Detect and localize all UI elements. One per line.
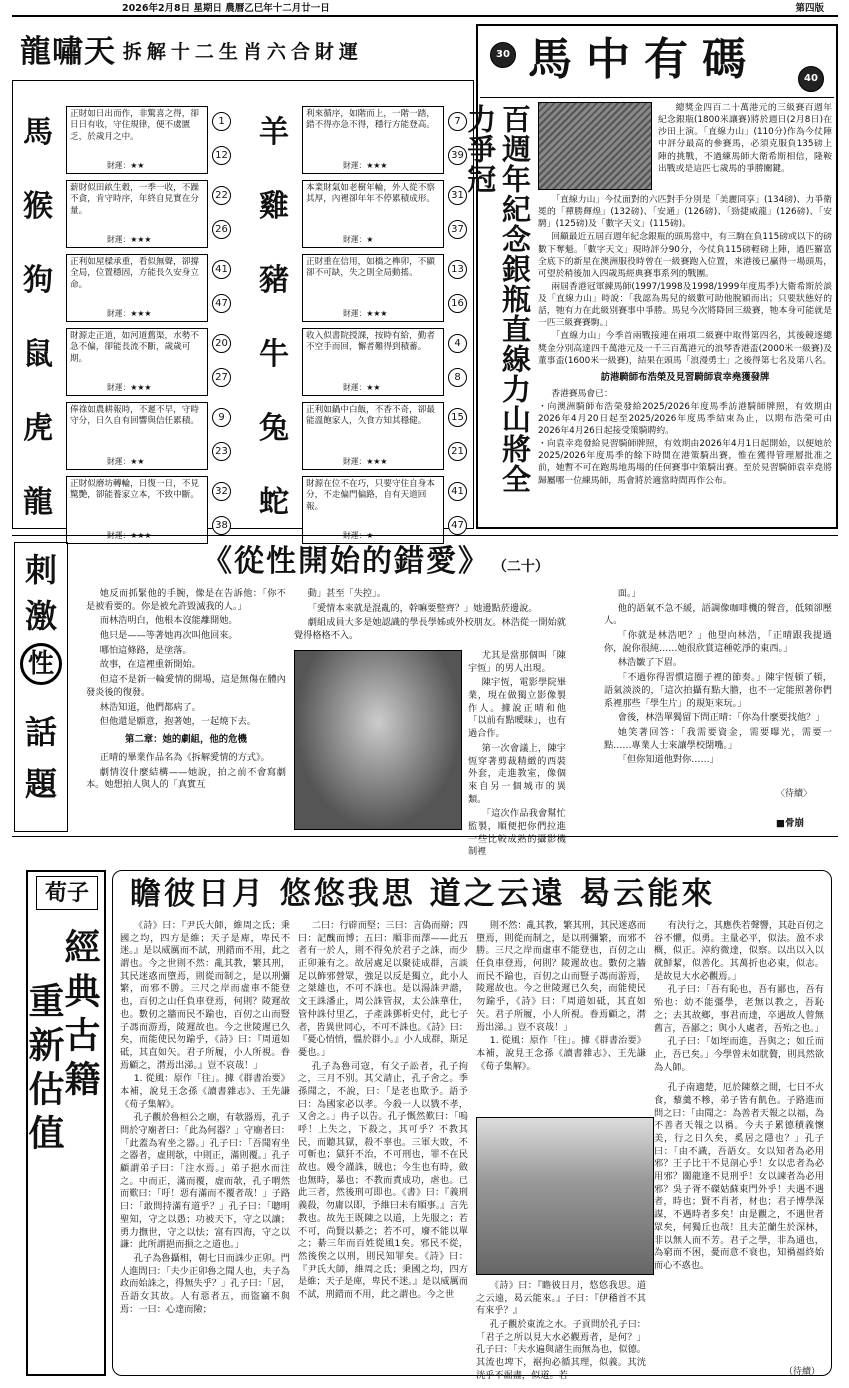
zodiac-title-main: 龍嘯天 <box>20 34 116 70</box>
ball-right-icon: 40 <box>798 66 824 92</box>
lucky-number-badge: 4 <box>448 334 467 353</box>
horse-subhead: 訪港騎師布浩榮及見習騎師袁幸堯獲發牌 <box>600 371 770 383</box>
story-title: 《從性開始的錯愛》 <box>202 544 490 579</box>
zodiac-text: 財源在位不在巧，只要守住自身本分，不走偏門偏路，自有天道回報。 <box>306 479 435 512</box>
story-paragraph: 面。」 <box>617 588 641 599</box>
story-paragraph: 她反而抓緊他的手腕，像是在告訴他：「你不是被看要的。你是被允許毀滅我的人。」 <box>86 588 286 612</box>
side-char-5: 題 <box>24 765 57 803</box>
zodiac-cell <box>302 106 444 174</box>
story-section <box>12 535 838 858</box>
classic-paragraph: 孔子觀於東流之水。子貢問於孔子曰：「君子之所以見大水必觀焉者，是何？」孔子曰：「夫水遍與諸生而無為也，似德。其流也埤下，裾拘必循其理，似義。其洸洸乎不淈盡，似道。若 <box>476 1319 646 1381</box>
zodiac-fortune: 財運：★★★ <box>107 382 152 392</box>
zodiac-text: 俸祿如農耕報時，不遲不早，守時守分，日久自有回響與信任累積。 <box>70 405 199 427</box>
story-col-1 <box>86 588 286 794</box>
classic-side-title-1: 經典古籍 <box>59 928 101 1104</box>
lucky-number-badge: 31 <box>448 186 467 205</box>
lucky-number-badge: 23 <box>212 442 231 461</box>
horse-para-4: 兩屆香港冠軍練馬師(1997/1998及1998/1999年度馬季)大衛希斯於談及「直線力山」時說：「我認為馬兒的級數可助他脫穎而出；只要狀態好的話，牠有力在此級別賽事中爭勝。馬兒今次將降回三級賽，牠本身可能就是一匹三級賽賽駒。」 <box>538 281 832 329</box>
story-col-2b <box>468 650 566 858</box>
story-paragraph: 但他還是願意，抱著她，一起燒下去。 <box>99 716 256 728</box>
zodiac-cell <box>302 180 444 248</box>
story-author: ■骨崩 <box>776 818 804 829</box>
story-continued: 〈待續〉 <box>776 789 813 799</box>
story-paragraph: 尤其是當那個叫「陳宇恆」的男人出現。 <box>468 650 566 674</box>
zodiac-animal-right-5: 兔 <box>259 411 289 446</box>
story-title-bar <box>202 542 762 582</box>
classic-paragraph: 孔子曰：「如垤而進，吾與之；如丘而止，吾已矣。」今學曾未如肬贅，則具然欲為人師。 <box>654 1036 824 1073</box>
zodiac-animal-left-4: 鼠 <box>23 337 53 372</box>
story-paragraph: 動」甚至「失控」。 <box>307 588 386 599</box>
zodiac-cell <box>302 254 444 322</box>
classic-paragraph: 孔子曰：「吾有恥也，吾有鄙也，吾有殆也：幼不能彊學，老無以教之，吾恥之；去其故鄉，事君而達，卒遇故人曾無舊言，吾鄙之；與小人處者，吾殆之也。」 <box>654 984 824 1034</box>
story-paragraph: 她笑著回答：「我需要資金，需要曝光，需要一點……專業人士來讓學校閉嘴。」 <box>604 726 832 751</box>
zodiac-text: 正財重在信用，如橋之榫卯，不顯卻不可缺，失之則全局動搖。 <box>306 257 435 279</box>
zodiac-text: 利來循序，如階而上，一階一踏，錯不得亦急不得，穩行方能登高。 <box>306 109 435 131</box>
lucky-number-badge: 39 <box>448 146 467 165</box>
zodiac-text: 正利如屋樑承重，看似無聲，卻撐全局，位置穩固，方能長久安身立命。 <box>70 257 199 290</box>
zodiac-cell <box>302 402 444 470</box>
zodiac-text: 薪財似田畝生穀，一季一收，不躁不貪，肯守時序，年終自見實在分量。 <box>70 183 199 216</box>
zodiac-fortune: 財運：★★ <box>107 456 145 466</box>
lucky-number-badge: 38 <box>212 516 231 535</box>
story-chapter: 第二章：她的劇組，他的危機 <box>125 733 247 745</box>
classic-paragraph: 孔子為魯攝相，朝七日而誅少正卯。門人進問曰：「夫少正卯魯之聞人也，夫子為政而始誅之，得無失乎？」孔子曰：「居，吾語女其故。人有惡者五，而盜竊不與焉：一曰：心達而險； <box>120 1252 290 1315</box>
zodiac-fortune: 財運：★★★ <box>343 160 388 170</box>
horse-headline: 百週年紀念銀瓶直線力山將全力爭冠 <box>463 104 532 494</box>
classic-col-3 <box>476 920 646 1074</box>
classic-paragraph: 1. 從風：原作「往」。據《群書治要》本補，說見王念孫《讀書雜志》、王先謙《荀子集解》。 <box>120 1073 290 1110</box>
zodiac-animal-right-4: 牛 <box>259 337 289 372</box>
zodiac-animal-left-6: 龍 <box>23 485 53 520</box>
story-paragraph: 「不過你得習慣這圈子裡的節奏。」陳宇恆頓了頓，語氣淡淡的，「這次拍攝有點大膽，也不一定能照著你們系裡那些「學生片」的規矩來玩。」 <box>604 672 832 709</box>
zodiac-cell <box>66 254 208 322</box>
zodiac-section <box>12 24 474 540</box>
zodiac-animal-right-6: 蛇 <box>259 485 289 520</box>
horse-para-5: 「直線力山」今季首兩戰接連在兩項二級賽中取得第四名，其後競逐總獎金分別高達四千萬港元及一千三百萬港元的浪琴香港盃(2000米一級賽)及董事盃(1600米一級賽)，結果在頭馬「浪漫勇士」之後得第七名及第八名。 <box>538 331 832 366</box>
lucky-number-badge: 22 <box>212 186 231 205</box>
zodiac-text: 本業財氣如老樹年輪，外人從不察其厚，內裡卻年年不停累積成形。 <box>306 183 435 205</box>
story-side-banner <box>14 542 68 832</box>
story-paragraph: 「這次作品我會幫忙監製，順便把你們拉進一些比較成熟的攝影機制裡 <box>468 808 566 858</box>
zodiac-animal-left-3: 狗 <box>23 263 53 298</box>
story-paragraph: 「愛情本來就是混亂的，幹嘛要整齊？」她邊點菸邊說。 <box>307 602 538 614</box>
zodiac-cell <box>302 328 444 396</box>
lucky-number-badge: 12 <box>212 146 231 165</box>
side-char-3: 性 <box>20 643 62 685</box>
horse-logo-band <box>480 28 834 98</box>
story-episode: （二十） <box>492 559 549 575</box>
story-paragraph: 但這不是新一輪愛情的開場，這是無傷在體內發炎後的復發。 <box>86 674 286 698</box>
classic-continued: （待續） <box>784 1367 821 1377</box>
classic-paragraph: 有決行之，其應佚若聲響，其赴百仞之谷不懼，似勇。主量必平，似法。盈不求概，似正。淖約微達，似察。以出以入以就鮮絜，似善化。其萬折也必東，似志。是故見大水必觀焉。」 <box>654 920 824 982</box>
lucky-number-badge: 41 <box>212 260 231 279</box>
zodiac-fortune: 財運：★★★ <box>343 456 388 466</box>
horse-para-3: 回顧最近五屆百週年紀念銀瓶的頭馬當中，有三駒在負115磅或以下的磅數下奪魁。「數字天文」現時評分90分，今仗負115磅輕磅上陣，過匹羅富全底下的新星在澳洲服役時曾在一級賽跑入位置，來港後已贏得一場頭馬，可望於稍後加入四歲馬經典賽事系列的戰團。 <box>538 232 832 279</box>
story-col-3 <box>604 588 832 769</box>
classic-tag: 荀子 <box>36 876 98 910</box>
horse-para-2: 「直線力山」今仗面對的六匹對手分別是「美麗同享」(134磅)、力爭衛冕的「禪勝輝煌」(132磅)、「安通」(126磅)、「勁捷威龍」(126磅)、「安騁」(125磅)及「數字天文」(115磅)。 <box>538 195 832 230</box>
story-paragraph: 陳宇恆，電影學院畢業，現在做獨立影像製作人。據說正晴和他「以前有點曖昧」，也有過合作。 <box>468 677 566 740</box>
zodiac-cell <box>66 106 208 174</box>
lucky-number-badge: 21 <box>448 442 467 461</box>
lucky-number-badge: 8 <box>448 368 467 387</box>
zodiac-cell <box>66 476 208 544</box>
story-paragraph: 林浩知道，他們都病了。 <box>99 701 201 713</box>
zodiac-fortune: 財運：★ <box>343 530 374 540</box>
zodiac-text: 正財如日出而作，非驚喜之得，卻日日有收，守住規律，便不虞匱乏，於歲月之中。 <box>70 109 199 142</box>
story-paragraph: 「你就是林浩吧？」他望向林浩，「正晴跟我提過你，說你很純……她很欣賞這種乾淨的東西。」 <box>604 630 832 654</box>
zodiac-fortune: 財運：★ <box>343 234 374 244</box>
zodiac-cell <box>66 328 208 396</box>
lucky-number-badge: 1 <box>212 112 231 131</box>
zodiac-fortune: 財運：★★ <box>343 382 381 392</box>
lucky-number-badge: 37 <box>448 220 467 239</box>
page-number: 第四版 <box>795 3 824 14</box>
story-photo <box>294 650 462 830</box>
horse-para-1: 總獎金四百二十萬港元的三級賽百週年紀念銀瓶(1800米讓賽)將於週日(2月8日)在沙田上演。「直線力山」(110分)作為今仗陣中評分最高的參賽馬，必須克服負135磅上陣的挑戰，不過練馬師大衛希斯相信，隆鞍出戰或是這匹七歲馬的爭勝關鍵。 <box>658 103 832 174</box>
ball-left-icon: 30 <box>490 42 516 68</box>
lucky-number-badge: 16 <box>448 294 467 313</box>
zodiac-text: 收入似書院授課，按時有給，勤者不空手而回，懈者難得到積蓄。 <box>306 331 435 353</box>
story-paragraph: 哪怕這條路，是塗落。 <box>99 644 192 656</box>
zodiac-fortune: 財運：★★★ <box>107 530 152 540</box>
date-line: 2026年2月8日 星期日 農曆乙巳年十二月廿一日 <box>122 3 330 14</box>
zodiac-text: 正利如鍋中白飯，不香不奇，卻最能溫飽家人，久食方知其穩健。 <box>306 405 435 427</box>
story-paragraph: 故事，在這裡重新開始。 <box>99 659 201 671</box>
story-paragraph: 「但你知道他對你……」 <box>617 754 719 766</box>
zodiac-animal-left-2: 猴 <box>23 189 53 224</box>
story-col-2 <box>294 588 566 645</box>
zodiac-animal-left-5: 虎 <box>23 411 53 446</box>
classic-side-banner <box>23 870 106 1376</box>
lucky-number-badge: 7 <box>448 112 467 131</box>
zodiac-cell <box>66 402 208 470</box>
story-paragraph: 劇情沒什麼結構——她說，拍之前不會寫劇本。她想拍人與人的「真實互 <box>86 766 286 791</box>
zodiac-text: 正財似磨坊轉輪，日復一日，不見驚艷，卻能養家立本，不致中斷。 <box>70 479 199 501</box>
horse-logo: 馬中有碼 <box>528 34 760 85</box>
story-paragraph: 林浩皺了下眉。 <box>617 657 683 669</box>
zodiac-fortune: 財運：★★★ <box>107 234 152 244</box>
horse-photo <box>538 102 652 190</box>
zodiac-fortune: 財運：★★ <box>107 160 145 170</box>
horse-para-8: ・向袁幸堯發給見習騎師牌照，有效期由2026年4月1日起開始，以便她於2025/2026年度馬季的餘下時間在港策騎出賽，惟在獲得管理層批准之前，她暫不可在跑馬地馬場的任何賽事中策騎出賽。至於見習騎師袁幸堯將歸屬哪一位練馬師，馬會將於適當時間再作公布。 <box>538 439 832 486</box>
classic-side-title-2: 重新估值 <box>23 982 65 1158</box>
classic-col-4 <box>654 920 824 1274</box>
lucky-number-badge: 13 <box>448 260 467 279</box>
lucky-number-badge: 15 <box>448 408 467 427</box>
classic-paragraph: 孔子觀於魯桓公之廟，有欹器焉，孔子問於守廟者曰：「此為何器？」守廟者曰：「此蓋為宥坐之器。」孔子曰：「吾聞宥坐之器者，虛則欹，中則正，滿則覆。」孔子顧謂弟子曰：「注水焉。」弟子挹水而注之。中而正，滿而覆，虛而欹，孔子喟然而歎曰：「吁！惡有滿而不覆者哉！」子路曰：「敢問持滿有道乎？」孔子曰：「聰明聖知，守之以愚；功被天下，守之以讓；勇力撫世，守之以怯；富有四海，守之以謙：此所謂挹而損之之道也。」 <box>120 1112 290 1251</box>
zodiac-cell <box>302 476 444 544</box>
classic-paragraph: 二曰：行辟而堅；三曰：言偽而辯；四曰：記醜而博；五曰：順非而澤——此五者有一於人，則不得免於君子之誅，而少正卯兼有之。故居處足以聚徒成群，言談足以飾邪營眾，強足以反是獨立，此小人之桀雄也，不可不誅也。是以湯誅尹諧，文王誅潘止，周公誅管叔，太公誅華仕，管仲誅付里乙，子產誅鄧析史付，此七子者，皆異世同心，不可不誅也。《詩》曰：『憂心悄悄，慍於群小。』小人成群，斯足憂也。」 <box>298 920 468 1058</box>
lucky-number-badge: 47 <box>448 516 467 535</box>
story-paragraph: 劇組成員大多是她認識的學長學姊或外校朋友。林浩從一開始就覺得格格不入。 <box>294 617 566 642</box>
horse-para-7: ・向澳洲騎師布浩榮發給2025/2026年度馬季訪港騎師牌照，有效期由2026年4月20日起至2025/2026年度馬季結束為止，以期布浩榮可由2026年4月26日起接受策騎聘約。 <box>538 401 832 437</box>
story-paragraph: 而林浩明白，他根本沒能離開她。 <box>99 615 238 627</box>
lucky-number-badge: 27 <box>212 368 231 387</box>
zodiac-fortune: 財運：★★★ <box>343 308 388 318</box>
classic-col-1 <box>120 920 290 1317</box>
horse-intro <box>658 102 832 194</box>
horse-section <box>463 24 838 529</box>
lucky-number-badge: 9 <box>212 408 231 427</box>
lucky-number-badge: 26 <box>212 220 231 239</box>
classic-paragraph: 孔子南適楚，厄於陳蔡之間，七日不火食，藜羹不糝，弟子皆有飢色。子路進而問之曰：「由聞之：為善者天報之以福，為不善者天報之以禍。今夫子累德積義懷美，行之日久矣，奚居之隱也？」孔子曰：「由不識，吾語女。女以知者為必用邪？王子比干不見剖心乎！女以忠者為必用邪？關龍逢不見刑乎！女以諫者為必用邪？吳子胥不磔姑蘇東門外乎！夫遇不遇者，時也；賢不肖者，材也；君子博學深謀，不遇時者多矣！由是觀之，不遇世者眾矣，何獨丘也哉！且夫芷蘭生於深林，非以無人而不芳。君子之學，非為通也，為窮而不困，憂而意不衰也，知禍福終始而心不惑也。 <box>654 1082 824 1271</box>
horse-para-6: 香港賽馬會已： <box>551 388 613 399</box>
side-char-1: 刺 <box>24 551 57 589</box>
lucky-number-badge: 20 <box>212 334 231 353</box>
page-header <box>12 3 838 17</box>
zodiac-title <box>20 32 470 76</box>
story-paragraph: 正晴的畢業作品名為《拆解愛情的方式》。 <box>99 751 270 763</box>
lucky-number-badge: 32 <box>212 482 231 501</box>
lucky-number-badge: 41 <box>448 482 467 501</box>
zodiac-animal-right-3: 豬 <box>259 263 289 298</box>
story-paragraph: 他只是——等著她再次叫他回來。 <box>99 630 238 642</box>
classic-paragraph: 《詩》曰：『尹氏大師，維周之氐；秉國之均，四方是維；天子是庳，卑民不迷。』是以威厲而不試，刑錯而不用，此之謂也。今之世則不然：亂其教，繁其刑，其民迷惑而墮焉，則從而制之，是以刑彌繁，而邪不勝。三尺之岸而虛車不能登也，百仞之山任負車登焉，何則？陵遲故也。數仞之牆而民不踰也，百仞之山而豎子馮而游焉，陵遲故也。今之世陵遲已久矣，而能使民勿踰乎，《詩》曰：『周道如砥，其直如矢。君子所履，小人所視。眷焉顧之，潸焉出涕。』豈不哀哉！」 <box>120 920 290 1071</box>
classic-paragraph: 孔子為魯司寇，有父子訟者，孔子拘之，三月不別。其父請止，孔子舍之。季孫聞之，不說，曰：「是老也欺予。語予曰：為國家必以孝。今殺一人以戮不孝，又舍之。」冉子以告。孔子慨然歎曰：「嗚呼！上失之，下殺之，其可乎？不教其民，而聽其獄，殺不辜也。三軍大敗，不可斬也；獄犴不治，不可刑也，罪不在民故也。嫚令謹誅，賊也；今生也有時，斂也無時，暴也；不教而責成功，虐也。已此三者，然後刑可即也。《書》曰：『義刑義殺，勿庸以即，予維曰未有順事。』言先教也。故先王既陳之以道，上先服之；若不可，尚賢以綦之；若不可，廢不能以單之；綦三年而百姓從風1矣。邪民不從，然後俟之以刑，則民知罪矣。《詩》曰：『尹氏大師，維周之氐；秉國之均，四方是維；天子是庳，卑民不迷。』是以威厲而不試，刑錯而不用，此之謂也。今之世 <box>298 1060 468 1300</box>
story-paragraph: 第一次會議上，陳宇恆穿著剪裁精緻的西裝外套，走進教室，像個來自另一個城市的異類。 <box>468 742 566 805</box>
classic-col-2 <box>298 920 468 1303</box>
classic-paragraph: 《詩》曰：『瞻彼日月，悠悠我思。道之云遠，曷云能來。』子曰：『伊稽首不其有來乎？』 <box>476 1280 646 1317</box>
zodiac-cell <box>66 180 208 248</box>
zodiac-title-sub: 拆解十二生肖六合財運 <box>122 41 363 64</box>
classic-painting <box>476 1117 654 1275</box>
classic-paragraph: 1. 從風：原作「往」。據《群書治要》本補，說見王念孫《讀書雜志》、王先謙《荀子集解》。 <box>476 1035 646 1072</box>
side-char-4: 話 <box>24 713 57 751</box>
horse-body <box>538 194 832 488</box>
classic-paragraph: 則不然：亂其教，繁其刑，其民迷惑而墮焉，則從而制之，是以刑彌繁，而邪不勝。三尺之岸而虛車不能登也，百仞之山任負車登焉，何則？陵遲故也。數仞之牆而民不踰也，百仞之山而豎子馮而游焉，陵遲故也。今之世陵遲已久矣，而能使民勿踰乎，《詩》曰：『周道如砥，其直如矢。君子所履，小人所視。眷焉顧之，潸焉出涕。』豈不哀哉！」 <box>476 920 646 1033</box>
zodiac-text: 財源走正道，如河道舊渠，水勢不急不偏，卻能長流不斷，歲歲可期。 <box>70 331 199 364</box>
side-char-2: 激 <box>24 597 57 635</box>
lucky-number-badge: 47 <box>212 294 231 313</box>
story-paragraph: 會後，林浩單獨留下問正晴：「你為什麼要找他？」 <box>617 712 825 724</box>
zodiac-fortune: 財運：★★★ <box>107 308 152 318</box>
classic-col-3b <box>476 1280 646 1381</box>
classic-section <box>12 842 838 1382</box>
zodiac-animal-right-2: 雞 <box>259 189 289 224</box>
zodiac-animal-right-1: 羊 <box>259 115 289 150</box>
classic-headline: 瞻彼日月 悠悠我思 道之云遠 曷云能來 <box>130 876 716 912</box>
story-paragraph: 他的語氣不急不緩，語調像咖啡機的聲音，低頻卻壓人。 <box>604 602 832 627</box>
zodiac-animal-left-1: 馬 <box>23 115 53 150</box>
